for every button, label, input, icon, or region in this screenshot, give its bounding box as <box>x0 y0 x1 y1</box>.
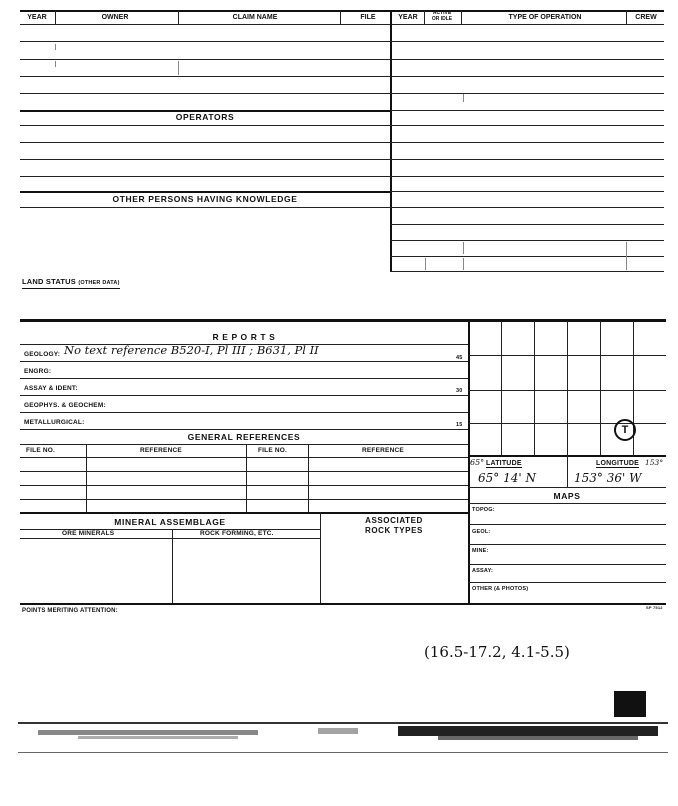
header-divider <box>424 10 425 24</box>
operation-row-rule <box>390 224 664 225</box>
table-top-border <box>20 10 664 12</box>
owner-row-rule <box>20 41 390 42</box>
grid-col-rule <box>534 321 535 455</box>
other-persons-title: OTHER PERSONS HAVING KNOWLEDGE <box>112 194 298 204</box>
grid-location-mark: T <box>614 419 636 441</box>
col-reference-1: REFERENCE <box>140 447 182 454</box>
tick-mark <box>626 242 627 270</box>
operation-row-rule <box>390 176 664 177</box>
geology-value: No text reference B520-I, Pl III ; B631, Pl II <box>64 343 319 357</box>
scan-noise-band <box>18 712 668 762</box>
references-row-rule <box>20 499 468 500</box>
operation-row-rule <box>390 41 664 42</box>
maps-topog: TOPOG: <box>472 507 495 513</box>
reports-row-rule <box>20 361 468 362</box>
operation-row-rule <box>390 271 664 272</box>
references-divider <box>308 444 309 512</box>
mineral-divider <box>172 529 173 603</box>
tick-mark <box>55 44 56 50</box>
operators-title: OPERATORS <box>175 112 235 122</box>
mineral-assemblage-title: MINERAL ASSEMBLAGE <box>114 517 226 527</box>
col-file-no-2: FILE NO. <box>258 447 288 454</box>
grid-col-rule <box>567 321 568 455</box>
other-persons-top-rule <box>20 191 390 193</box>
reports-row-rule <box>20 378 468 379</box>
ore-minerals-header: ORE MINERALS <box>62 530 115 537</box>
general-references-title: GENERAL REFERENCES <box>187 432 301 442</box>
section-separator <box>20 319 666 322</box>
tick-mark <box>463 242 464 254</box>
header-year-2: YEAR <box>398 14 418 21</box>
references-divider <box>86 444 87 512</box>
maps-other: OTHER (& PHOTOS) <box>472 586 529 592</box>
header-divider <box>461 10 462 24</box>
operation-row-rule <box>390 159 664 160</box>
maps-assay: ASSAY: <box>472 568 494 574</box>
maps-row-rule <box>468 582 666 583</box>
longitude-label: LONGITUDE <box>596 460 640 467</box>
grid-col-rule <box>600 321 601 455</box>
points-meriting-attention: POINTS MERITING ATTENTION: <box>22 608 118 614</box>
scale-15: 15 <box>456 422 463 428</box>
maps-title-rule <box>468 503 666 504</box>
lat-lon-bottom-rule <box>468 487 666 488</box>
table-header-rule <box>20 24 664 25</box>
assay-label: ASSAY & IDENT: <box>24 385 78 392</box>
header-claim-name: CLAIM NAME <box>232 14 278 21</box>
operators-row-rule <box>20 159 390 160</box>
rock-forming-header: ROCK FORMING, ETC. <box>200 530 274 537</box>
owner-row-rule <box>20 93 390 94</box>
operators-row-rule <box>20 142 390 143</box>
header-crew: CREW <box>635 14 657 21</box>
longitude-value: 153° 36' W <box>574 471 642 485</box>
tick-mark <box>463 94 464 102</box>
metallurgical-label: METALLURGICAL: <box>24 419 85 426</box>
operation-row-rule <box>390 110 664 111</box>
operation-row-rule <box>390 76 664 77</box>
reports-title: R E P O R T S <box>212 332 276 342</box>
maps-title: MAPS <box>553 491 581 501</box>
col-file-no-1: FILE NO. <box>26 447 56 454</box>
tick-mark <box>55 61 56 67</box>
latitude-label: LATITUDE <box>486 460 522 467</box>
references-divider <box>246 444 247 512</box>
owner-row-rule <box>20 76 390 77</box>
operation-row-rule <box>390 256 664 257</box>
latitude-prefix: 65° <box>470 458 485 467</box>
scale-30: 30 <box>456 388 463 394</box>
references-bottom-rule <box>20 512 468 514</box>
operation-row-rule <box>390 59 664 60</box>
references-header-rule <box>20 457 468 458</box>
maps-row-rule <box>468 544 666 545</box>
other-persons-header-rule <box>20 207 390 208</box>
tick-mark <box>178 61 179 75</box>
coordinates-note: (16.5-17.2, 4.1-5.5) <box>424 643 570 661</box>
land-status-label <box>22 278 120 289</box>
header-or-idle: OR IDLE <box>431 16 453 22</box>
longitude-suffix: 153° <box>645 458 664 467</box>
operation-row-rule <box>390 191 664 192</box>
header-divider <box>178 10 179 24</box>
grid-col-rule <box>501 321 502 455</box>
operation-row-rule <box>390 142 664 143</box>
header-divider <box>55 10 56 24</box>
reports-bottom-rule <box>20 603 666 605</box>
engrg-label: ENGRG: <box>24 368 52 375</box>
associated-bottom: ROCK TYPES <box>364 526 423 535</box>
scale-45: 45 <box>456 355 463 361</box>
land-status-sub: (OTHER DATA) <box>78 280 120 286</box>
header-file: FILE <box>360 14 376 21</box>
references-row-rule <box>20 485 468 486</box>
header-active: ACTIVE <box>432 10 452 16</box>
operators-row-rule <box>20 176 390 177</box>
reports-row-rule <box>20 395 468 396</box>
references-row-rule <box>20 471 468 472</box>
col-reference-2: REFERENCE <box>362 447 404 454</box>
operation-row-rule <box>390 207 664 208</box>
header-type-of-operation: TYPE OF OPERATION <box>508 14 582 21</box>
operation-row-rule <box>390 125 664 126</box>
associated-top: ASSOCIATED <box>365 516 423 525</box>
maps-row-rule <box>468 564 666 565</box>
header-divider <box>340 10 341 24</box>
header-owner: OWNER <box>101 14 129 21</box>
maps-row-rule <box>468 524 666 525</box>
table-center-divider <box>390 10 392 272</box>
latitude-value: 65° 14' N <box>478 471 536 485</box>
reports-row-rule <box>20 429 468 430</box>
form-number: SP 7512 <box>646 605 663 610</box>
tick-mark <box>425 258 426 270</box>
general-references-title-rule <box>20 444 468 445</box>
operators-header-rule <box>20 125 390 126</box>
geophys-label: GEOPHYS. & GEOCHEM: <box>24 402 106 409</box>
header-year: YEAR <box>27 14 47 21</box>
reports-row-rule <box>20 412 468 413</box>
header-divider <box>626 10 627 24</box>
lat-lon-divider <box>567 455 568 487</box>
owner-row-rule <box>20 59 390 60</box>
geology-label: GEOLOGY: <box>24 351 61 358</box>
associated-divider <box>320 512 321 603</box>
maps-mine: MINE: <box>472 548 489 554</box>
land-status-title: LAND STATUS <box>22 277 77 286</box>
operation-row-rule <box>390 93 664 94</box>
maps-geol: GEOL: <box>472 529 491 535</box>
mineral-header-rule <box>20 538 320 539</box>
operation-row-rule <box>390 240 664 241</box>
tick-mark <box>463 258 464 270</box>
